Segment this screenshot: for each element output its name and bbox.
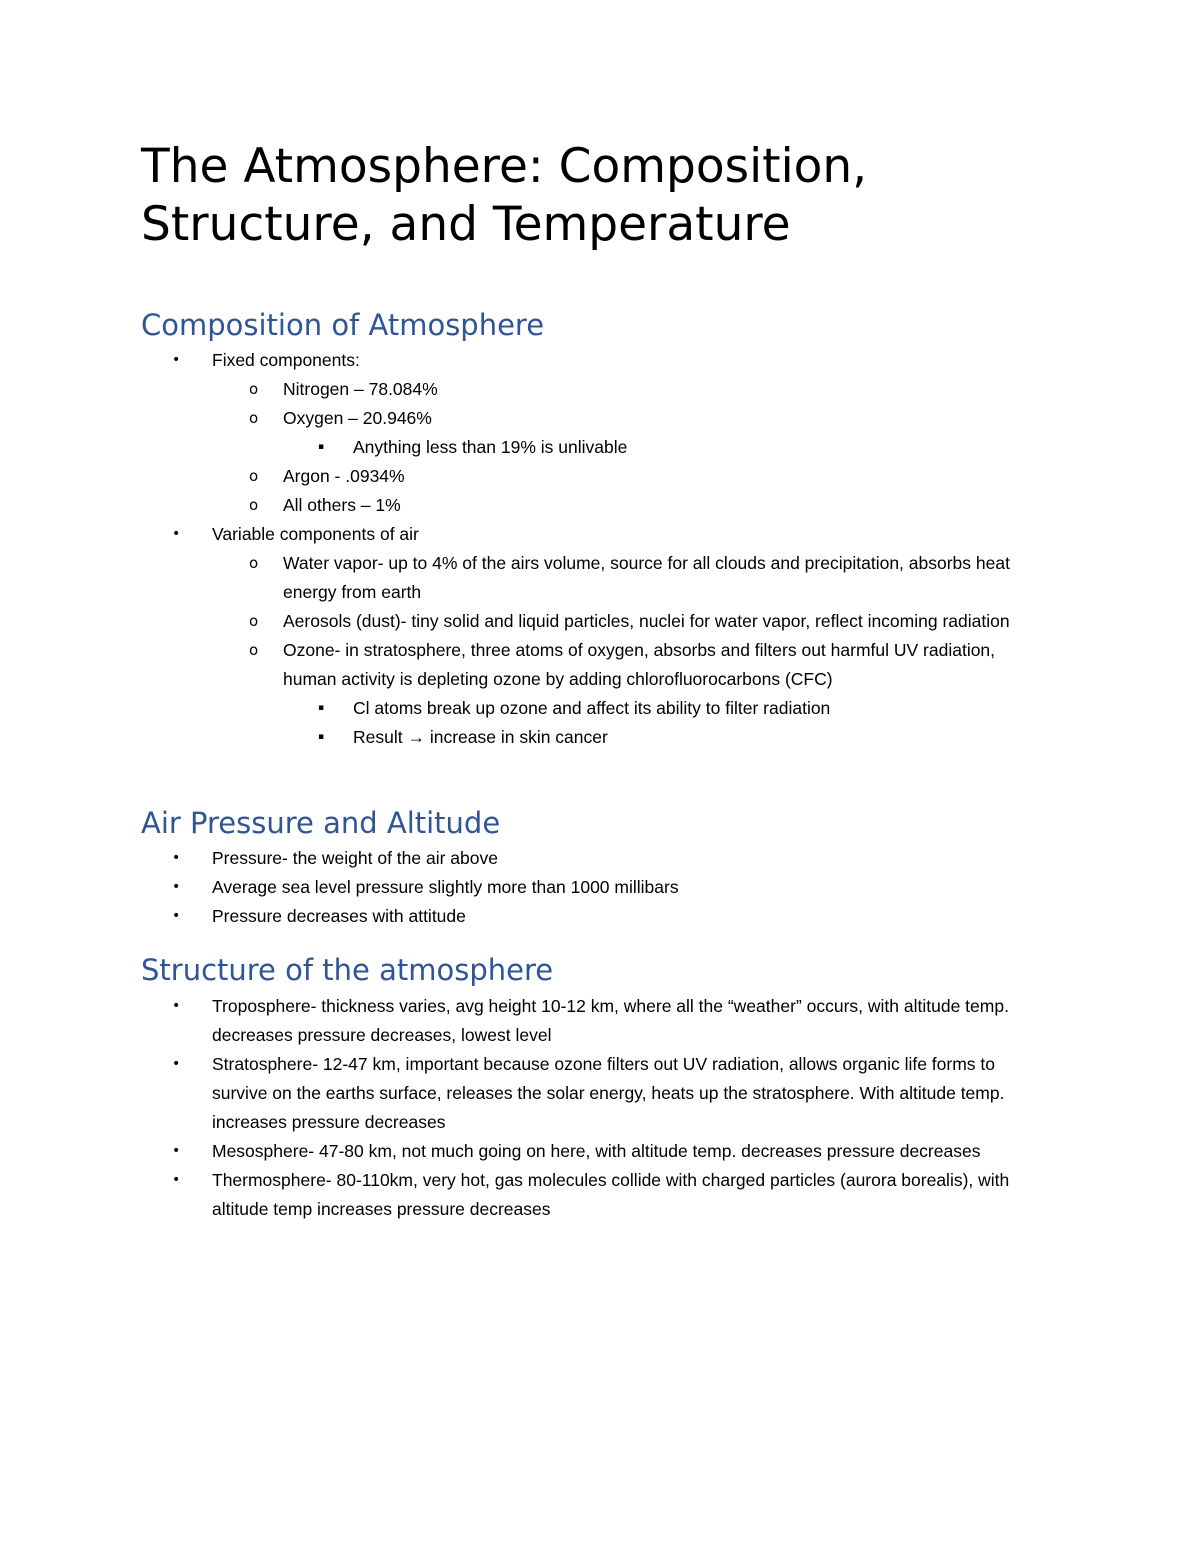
list-item-text: Oxygen – 20.946% (283, 408, 432, 428)
structure-list (0, 992, 1042, 1224)
list-item-text: Average sea level pressure slightly more than 1000 millibars (212, 877, 679, 897)
composition-list (0, 346, 1043, 752)
section-heading-structure: Structure of the atmosphere (141, 953, 554, 987)
list-item-text: Argon - .0934% (283, 466, 405, 486)
list-item-text: Ozone- in stratosphere, three atoms of oxygen, absorbs and filters out harmful UV radiation, human activity is depleting ozone by adding chlorofluorocarbons (CFC) (283, 640, 996, 689)
list-item-text: Mesosphere- 47-80 km, not much going on here, with altitude temp. decreases pressure decreases (212, 1141, 981, 1161)
list-item-text: All others – 1% (283, 495, 401, 515)
list-item (0, 694, 1043, 723)
list-item (0, 549, 1043, 607)
list-item (0, 462, 1043, 491)
bullet-disc: • (172, 352, 181, 368)
bullet-disc: • (172, 908, 181, 924)
air-pressure-list (0, 844, 1042, 931)
list-item (0, 723, 1043, 752)
list-item-text: Variable components of air (212, 524, 419, 544)
bullet-circle: o (249, 554, 259, 572)
bullet-circle: o (249, 467, 259, 485)
bullet-disc: • (172, 879, 181, 895)
list-item-text: Troposphere- thickness varies, avg height 10-12 km, where all the “weather” occurs, with altitude temp. decreases pressure decreases, lowest level (212, 996, 1009, 1045)
list-item-text: Anything less than 19% is unlivable (353, 437, 628, 457)
list-item (0, 1166, 1042, 1224)
list-item-text: Aerosols (dust)- tiny solid and liquid particles, nuclei for water vapor, reflect incoming radiation (283, 611, 1010, 631)
section-heading-composition: Composition of Atmosphere (141, 308, 545, 342)
bullet-disc: • (172, 526, 181, 542)
list-item (0, 520, 1042, 549)
list-item (0, 873, 1042, 902)
bullet-disc: • (172, 998, 181, 1014)
bullet-circle: o (249, 612, 259, 630)
list-item (0, 902, 1042, 931)
list-item (0, 607, 1043, 636)
bullet-square: ▪ (318, 703, 325, 713)
list-item-text: Pressure decreases with attitude (212, 906, 466, 926)
list-item (0, 992, 1042, 1050)
list-item-text: Result → increase in skin cancer (353, 727, 608, 747)
list-item (0, 491, 1043, 520)
section-heading-air-pressure: Air Pressure and Altitude (141, 806, 501, 840)
list-item (0, 404, 1043, 433)
list-item-text: Cl atoms break up ozone and affect its ability to filter radiation (353, 698, 831, 718)
list-item-text: Water vapor- up to 4% of the airs volume, source for all clouds and precipitation, absorbs heat energy from earth (283, 553, 1010, 602)
list-item (0, 1050, 1042, 1137)
list-item (0, 1137, 1042, 1166)
bullet-disc: • (172, 1056, 181, 1072)
list-item-text: Pressure- the weight of the air above (212, 848, 498, 868)
bullet-disc: • (172, 1143, 181, 1159)
bullet-square: ▪ (318, 442, 325, 452)
bullet-circle: o (249, 409, 259, 427)
bullet-disc: • (172, 1172, 181, 1188)
bullet-circle: o (249, 496, 259, 514)
list-item-text: Thermosphere- 80-110km, very hot, gas molecules collide with charged particles (aurora borealis), with altitude temp increases pressure decreases (212, 1170, 1010, 1219)
list-item-text: Stratosphere- 12-47 km, important because ozone filters out UV radiation, allows organic life forms to survive on the earths surface, releases the solar energy, heats up the stratosphere. With altitude temp. increases pressure decreases (212, 1054, 1005, 1132)
list-item-text: Nitrogen – 78.084% (283, 379, 438, 399)
bullet-square: ▪ (318, 732, 325, 742)
list-item (0, 346, 1042, 375)
bullet-disc: • (172, 850, 181, 866)
document-title: The Atmosphere: Composition, Structure, and Temperature (141, 139, 868, 252)
list-item-text: Fixed components: (212, 350, 360, 370)
list-item (0, 433, 1043, 462)
bullet-circle: o (249, 641, 259, 659)
bullet-circle: o (249, 380, 259, 398)
list-item (0, 636, 1043, 694)
list-item (0, 375, 1043, 404)
list-item (0, 844, 1042, 873)
